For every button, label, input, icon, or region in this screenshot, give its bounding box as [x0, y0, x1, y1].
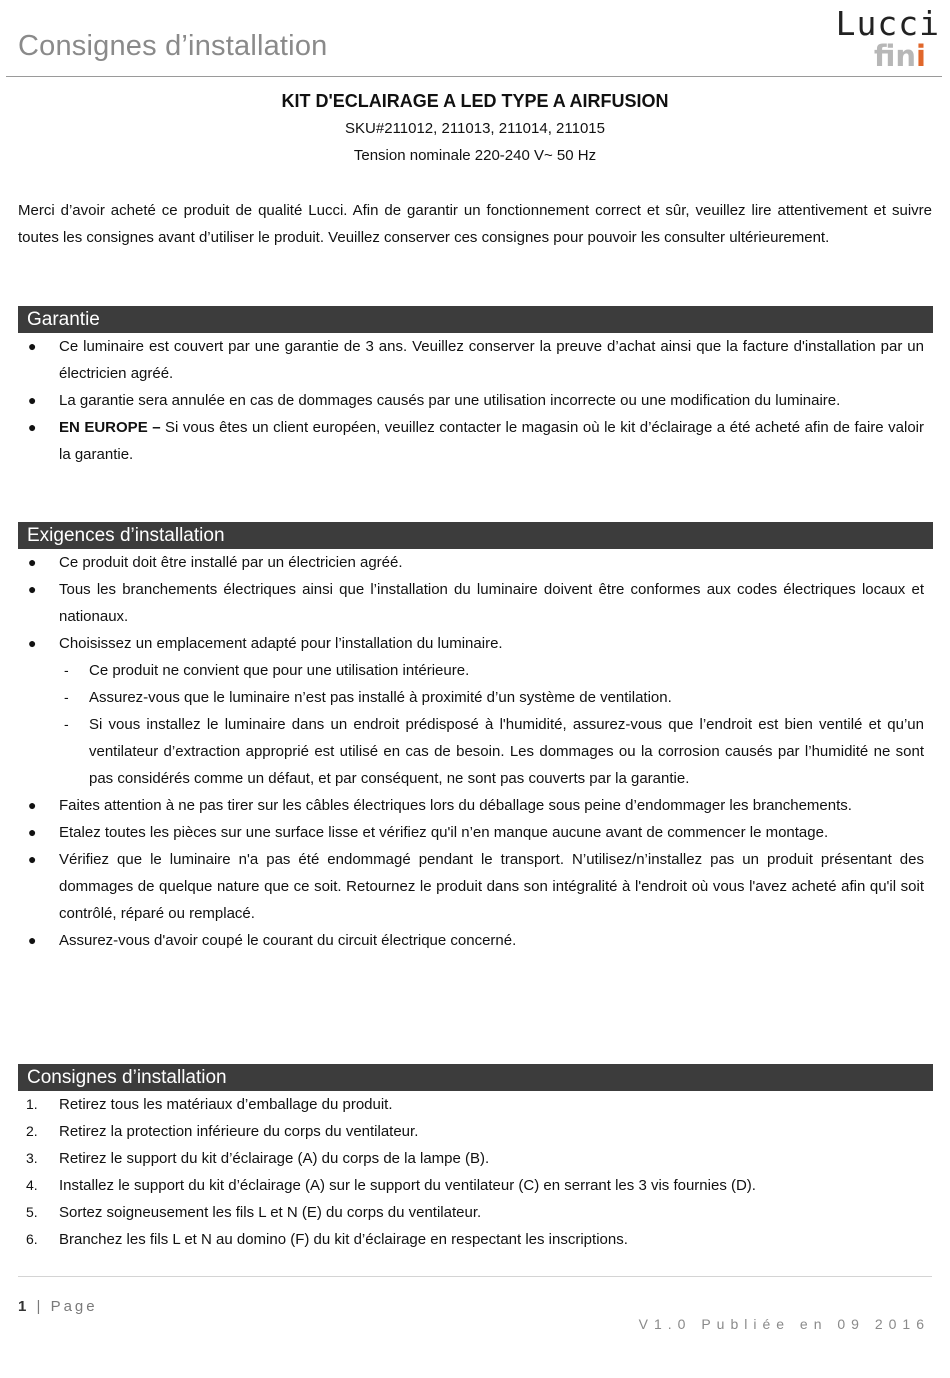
list-item-text: Si vous installez le luminaire dans un endroit prédisposé à l'humidité, assurez-vous que l’endroit est bien ventilé et qu’un ventilateur d’extraction approprié est utilisé en cas de besoin. Les dommages ou la corrosion causés par l’humidité ne sont pas considérés comme un défaut, et par conséquent, ne sont pas couverts par la garantie. — [89, 716, 924, 787]
list-item — [18, 1145, 924, 1172]
dash-icon: - — [64, 662, 69, 678]
list-item-text: Choisissez un emplacement adapté pour l’installation du luminaire. — [59, 635, 503, 652]
bullet-icon: ● — [28, 635, 37, 651]
step-number: 3. — [26, 1150, 38, 1166]
list-item-text: Si vous êtes un client européen, veuillez contacter le magasin où le kit d’éclairage a été acheté afin de faire valoir la garantie. — [59, 419, 924, 463]
list-item — [18, 1172, 924, 1199]
list-item — [18, 819, 924, 846]
list-item-text: Sortez soigneusement les fils L et N (E) du corps du ventilateur. — [59, 1204, 482, 1221]
list-item-text: Assurez-vous que le luminaire n’est pas installé à proximité d’un système de ventilation. — [89, 689, 672, 706]
list-item — [18, 792, 924, 819]
list-item — [18, 1118, 924, 1145]
list-item-text: Faites attention à ne pas tirer sur les câbles électriques lors du déballage sous peine d’endommager les branchements. — [59, 797, 852, 814]
footer-divider — [18, 1276, 932, 1277]
list-item-text: Retirez la protection inférieure du corps du ventilateur. — [59, 1123, 419, 1140]
intro-paragraph: Merci d’avoir acheté ce produit de qualité Lucci. Afin de garantir un fonctionnement correct et sûr, veuillez lire attentivement et suivre toutes les consignes avant d’utiliser le produit. Veuillez conserver ces consignes pour pouvoir les consulter ultérieurement. — [18, 202, 932, 246]
list-item-text: Vérifiez que le luminaire n'a pas été endommagé pendant le transport. N’utilisez/n’installez pas un produit présentant des dommages de quelque nature que ce soit. Retournez le produit dans son intégralité à l'endroit où vous l'avez acheté afin qu'il soit contrôlé, réparé ou remplacé. — [59, 851, 924, 922]
bullet-icon: ● — [28, 419, 37, 435]
section-heading-exigences: Exigences d’installation — [18, 522, 933, 549]
step-number: 2. — [26, 1123, 38, 1139]
exigences-list — [18, 549, 924, 954]
bullet-icon: ● — [28, 338, 37, 354]
section-heading-consignes: Consignes d’installation — [18, 1064, 933, 1091]
list-item — [18, 846, 924, 927]
list-item-text: Tous les branchements électriques ainsi que l’installation du luminaire doivent être conformes aux codes électriques locaux et nationaux. — [59, 581, 924, 625]
page-label: | Page — [29, 1298, 98, 1315]
list-item — [18, 576, 924, 630]
page-header-title: Consignes d’installation — [18, 30, 328, 62]
page-number — [18, 1298, 98, 1315]
list-item-text: Installez le support du kit d’éclairage (A) sur le support du ventilateur (C) en serrant les 3 vis fournies (D). — [59, 1177, 756, 1194]
sub-list-item — [18, 657, 924, 684]
list-item-text: La garantie sera annulée en cas de dommages causés par une utilisation incorrecte ou une modification du luminaire. — [59, 392, 841, 409]
lucci-fini-logo — [835, 4, 940, 74]
logo-fini-accent: i — [916, 39, 926, 73]
step-number: 6. — [26, 1231, 38, 1247]
list-item — [18, 333, 924, 387]
bullet-icon: ● — [28, 797, 37, 813]
list-item-text: Ce produit ne convient que pour une utilisation intérieure. — [89, 662, 470, 679]
step-number: 1. — [26, 1096, 38, 1112]
sub-list-item — [18, 711, 924, 792]
list-item — [18, 1226, 924, 1253]
version-note: V1.0 Publiée en 09 2016 — [638, 1316, 930, 1332]
dash-icon: - — [64, 689, 69, 705]
list-item-bold-prefix: EN EUROPE – — [59, 419, 161, 436]
logo-fini-text — [874, 40, 926, 72]
consignes-list — [18, 1091, 924, 1253]
logo-lucci-text: Lucci — [835, 4, 940, 43]
list-item-text: Retirez le support du kit d’éclairage (A) du corps de la lampe (B). — [59, 1150, 490, 1167]
bullet-icon: ● — [28, 824, 37, 840]
step-number: 5. — [26, 1204, 38, 1220]
list-item — [18, 630, 924, 657]
list-item — [18, 1199, 924, 1226]
bullet-icon: ● — [28, 932, 37, 948]
voltage-line: Tension nominale 220-240 V~ 50 Hz — [353, 147, 597, 164]
bullet-icon: ● — [28, 851, 37, 867]
list-item-text: Ce luminaire est couvert par une garantie de 3 ans. Veuillez conserver la preuve d’achat ainsi que la facture d'installation par un électricien agréé. — [59, 338, 924, 382]
list-item — [18, 1091, 924, 1118]
list-item — [18, 927, 924, 954]
bullet-icon: ● — [28, 392, 37, 408]
page-number-value: 1 — [18, 1298, 30, 1315]
logo-fini-prefix: fin — [873, 39, 917, 73]
list-item-text: Branchez les fils L et N au domino (F) du kit d’éclairage en respectant les inscriptions. — [59, 1231, 628, 1248]
dash-icon: - — [64, 716, 69, 732]
bullet-icon: ● — [28, 581, 37, 597]
document-title: KIT D'ECLAIRAGE A LED TYPE A AIRFUSION — [281, 91, 669, 111]
list-item-text: Ce produit doit être installé par un électricien agréé. — [59, 554, 403, 571]
list-item-text: Etalez toutes les pièces sur une surface lisse et vérifiez qu'il n’en manque aucune avant de commencer le montage. — [59, 824, 829, 841]
sub-list-item — [18, 684, 924, 711]
step-number: 4. — [26, 1177, 38, 1193]
garantie-list — [18, 333, 924, 468]
list-item-text: Assurez-vous d'avoir coupé le courant du circuit électrique concerné. — [59, 932, 517, 949]
list-item — [18, 549, 924, 576]
sku-line: SKU#211012, 211013, 211014, 211015 — [345, 120, 605, 137]
list-item-text: Retirez tous les matériaux d’emballage du produit. — [59, 1096, 393, 1113]
list-item — [18, 387, 924, 414]
bullet-icon: ● — [28, 554, 37, 570]
list-item — [18, 414, 924, 468]
section-heading-garantie: Garantie — [18, 306, 933, 333]
header-divider — [6, 76, 942, 77]
